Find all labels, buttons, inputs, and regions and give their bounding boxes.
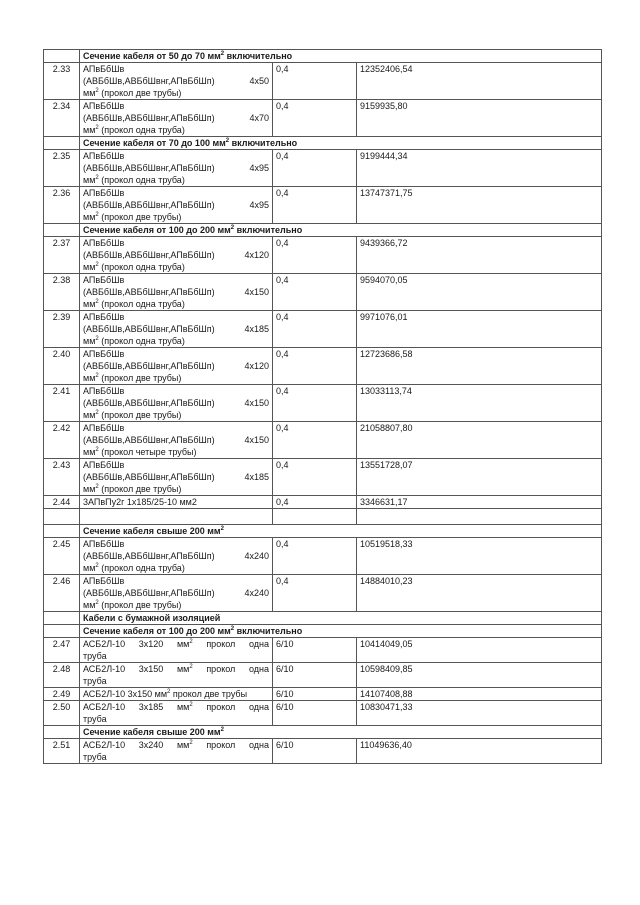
item-row bbox=[44, 739, 602, 764]
description-text: мм bbox=[83, 262, 96, 272]
description-line bbox=[83, 409, 269, 421]
voltage-class: 6/10 bbox=[273, 663, 357, 688]
description-line: АПвБбШв bbox=[83, 64, 125, 74]
section-header-row bbox=[44, 224, 602, 237]
item-row bbox=[44, 701, 602, 726]
description-text: (прокол две трубы) bbox=[98, 88, 182, 98]
price-value: 9594070,05 bbox=[357, 274, 602, 311]
description-line: АПвБбШв bbox=[83, 386, 125, 396]
description-superscript: 2 bbox=[95, 336, 99, 342]
item-row bbox=[44, 348, 602, 385]
description-token: прокол bbox=[206, 702, 236, 712]
item-row bbox=[44, 237, 602, 274]
cable-size: 4х150 bbox=[244, 398, 269, 408]
voltage-class: 6/10 bbox=[273, 701, 357, 726]
cable-description bbox=[80, 459, 273, 496]
item-number: 2.48 bbox=[44, 663, 80, 688]
item-number: 2.37 bbox=[44, 237, 80, 274]
section-title-superscript: 2 bbox=[220, 51, 225, 57]
description-line: труба bbox=[83, 714, 107, 724]
cable-size: 4х70 bbox=[249, 113, 269, 123]
description-line: АПвБбШв bbox=[83, 423, 125, 433]
section-title-superscript: 2 bbox=[225, 138, 230, 144]
item-number: 2.36 bbox=[44, 187, 80, 224]
empty-number-cell bbox=[44, 50, 80, 63]
cable-description bbox=[80, 385, 273, 422]
price-value: 9159935,80 bbox=[357, 100, 602, 137]
price-value: 10414049,05 bbox=[357, 638, 602, 663]
item-number: 2.39 bbox=[44, 311, 80, 348]
section-header-row bbox=[44, 612, 602, 625]
description-line bbox=[83, 286, 269, 298]
item-row bbox=[44, 663, 602, 688]
price-value: 10519518,33 bbox=[357, 538, 602, 575]
description-text: (АВБбШв,АВБбШвнг,АПвБбШп) bbox=[83, 200, 215, 210]
table-body bbox=[44, 50, 602, 764]
price-value: 14884010,23 bbox=[357, 575, 602, 612]
price-value: 12352406,54 bbox=[357, 63, 602, 100]
empty-number-cell bbox=[44, 224, 80, 237]
description-text: (АВБбШв,АВБбШвнг,АПвБбШп) bbox=[83, 113, 215, 123]
description-token: мм bbox=[176, 740, 190, 750]
description-token: АСБ2Л-10 bbox=[83, 702, 126, 712]
price-value: 10598409,85 bbox=[357, 663, 602, 688]
description-text: (АВБбШв,АВБбШвнг,АПвБбШп) bbox=[83, 472, 215, 482]
voltage-class: 0,4 bbox=[273, 237, 357, 274]
item-number: 2.51 bbox=[44, 739, 80, 764]
price-value: 14107408,88 bbox=[357, 688, 602, 701]
voltage-class: 0,4 bbox=[273, 575, 357, 612]
cable-description bbox=[80, 575, 273, 612]
description-token: мм bbox=[176, 664, 190, 674]
description-line bbox=[83, 587, 269, 599]
description-token: прокол bbox=[206, 740, 236, 750]
description-token: прокол bbox=[206, 639, 236, 649]
item-row bbox=[44, 187, 602, 224]
price-value: 13747371,75 bbox=[357, 187, 602, 224]
item-row bbox=[44, 311, 602, 348]
description-line bbox=[83, 446, 269, 458]
description-text: (прокол одна труба) bbox=[98, 563, 185, 573]
description-token: прокол bbox=[206, 664, 236, 674]
price-value: 9199444,34 bbox=[357, 150, 602, 187]
cable-size: 4х240 bbox=[244, 551, 269, 561]
price-value: 11049636,40 bbox=[357, 739, 602, 764]
description-unit bbox=[177, 701, 193, 713]
description-text: (прокол одна труба) bbox=[98, 262, 185, 272]
description-line bbox=[83, 550, 269, 562]
description-superscript: 2 bbox=[95, 125, 99, 131]
description-token: одна bbox=[248, 702, 269, 712]
description-token: АСБ2Л-10 bbox=[83, 740, 126, 750]
description-text: (АВБбШв,АВБбШвнг,АПвБбШп) bbox=[83, 398, 215, 408]
section-title-text: Сечение кабеля от 100 до 200 мм bbox=[83, 626, 231, 636]
price-value: 10830471,33 bbox=[357, 701, 602, 726]
section-header-row bbox=[44, 625, 602, 638]
item-number: 2.44 bbox=[44, 496, 80, 509]
price-value: 21058807,80 bbox=[357, 422, 602, 459]
section-title bbox=[80, 625, 602, 638]
description-text: мм bbox=[83, 484, 96, 494]
item-row bbox=[44, 63, 602, 100]
description-line: АПвБбШв bbox=[83, 349, 125, 359]
description-text: (прокол одна труба) bbox=[98, 336, 185, 346]
section-title bbox=[80, 525, 602, 538]
description-line bbox=[83, 471, 269, 483]
price-value: 12723686,58 bbox=[357, 348, 602, 385]
item-row bbox=[44, 150, 602, 187]
voltage-class: 0,4 bbox=[273, 538, 357, 575]
description-line: труба bbox=[83, 651, 107, 661]
cable-description bbox=[80, 63, 273, 100]
empty-number-cell bbox=[44, 612, 80, 625]
description-text: мм bbox=[83, 600, 96, 610]
item-number: 2.49 bbox=[44, 688, 80, 701]
voltage-class: 0,4 bbox=[273, 100, 357, 137]
item-row bbox=[44, 422, 602, 459]
section-title bbox=[80, 612, 602, 625]
description-text: (АВБбШв,АВБбШвнг,АПвБбШп) bbox=[83, 551, 215, 561]
description-line bbox=[83, 112, 269, 124]
item-row bbox=[44, 274, 602, 311]
description-text: прокол две трубы bbox=[170, 689, 248, 699]
empty-row bbox=[44, 509, 602, 525]
description-line: АПвБбШв bbox=[83, 188, 125, 198]
section-title-text: Сечение кабеля свыше 200 мм bbox=[83, 727, 221, 737]
description-line bbox=[83, 701, 269, 713]
description-line bbox=[83, 562, 269, 574]
description-superscript: 2 bbox=[95, 600, 99, 606]
cable-description bbox=[80, 348, 273, 385]
description-superscript: 2 bbox=[95, 299, 99, 305]
section-title-superscript: 2 bbox=[220, 727, 224, 733]
section-title-tail: включительно bbox=[229, 138, 298, 148]
description-token: одна bbox=[248, 740, 269, 750]
description-superscript: 2 bbox=[95, 175, 99, 181]
description-text: (АВБбШв,АВБбШвнг,АПвБбШп) bbox=[83, 76, 215, 86]
description-line: АПвБбШв bbox=[83, 275, 125, 285]
cable-description bbox=[80, 739, 273, 764]
description-text: мм bbox=[83, 212, 96, 222]
description-line bbox=[83, 211, 269, 223]
voltage-class: 0,4 bbox=[273, 385, 357, 422]
description-line bbox=[83, 688, 269, 700]
empty-cell bbox=[80, 509, 273, 525]
description-text: (АВБбШв,АВБбШвнг,АПвБбШп) bbox=[83, 324, 215, 334]
description-superscript: 2 bbox=[167, 689, 171, 695]
description-line: АПвБбШв bbox=[83, 576, 125, 586]
section-title-text: Сечение кабеля от 70 до 100 мм bbox=[83, 138, 226, 148]
section-title-superscript: 2 bbox=[220, 526, 224, 532]
description-token: 3х120 bbox=[138, 639, 164, 649]
cable-size: 4х240 bbox=[244, 588, 269, 598]
cable-description bbox=[80, 688, 273, 701]
description-superscript: 2 bbox=[95, 88, 99, 94]
description-text: (прокол четыре трубы) bbox=[98, 447, 197, 457]
section-title bbox=[80, 224, 602, 237]
price-value: 13551728,07 bbox=[357, 459, 602, 496]
cable-description bbox=[80, 150, 273, 187]
description-superscript: 2 bbox=[189, 740, 193, 746]
section-title-tail: включительно bbox=[224, 51, 293, 61]
description-line bbox=[83, 638, 269, 650]
description-superscript: 2 bbox=[95, 262, 99, 268]
description-line: 3АПвПу2г 1х185/25-10 мм2 bbox=[83, 497, 197, 507]
voltage-class: 6/10 bbox=[273, 739, 357, 764]
cable-size: 4х150 bbox=[244, 287, 269, 297]
empty-cell bbox=[357, 509, 602, 525]
cable-size: 4х95 bbox=[249, 163, 269, 173]
description-token: одна bbox=[248, 639, 269, 649]
description-text: мм bbox=[83, 125, 96, 135]
cable-size: 4х120 bbox=[244, 250, 269, 260]
description-line: АПвБбШв bbox=[83, 460, 125, 470]
description-token: 3х150 bbox=[138, 664, 164, 674]
section-title-superscript: 2 bbox=[230, 225, 235, 231]
description-token: 3х185 bbox=[138, 702, 164, 712]
voltage-class: 0,4 bbox=[273, 459, 357, 496]
description-text: (прокол одна труба) bbox=[98, 299, 185, 309]
section-title-tail: включительно bbox=[234, 626, 303, 636]
description-line: АПвБбШв bbox=[83, 101, 125, 111]
empty-number-cell bbox=[44, 726, 80, 739]
price-value: 9439366,72 bbox=[357, 237, 602, 274]
cable-size: 4х120 bbox=[244, 361, 269, 371]
section-title bbox=[80, 50, 602, 63]
description-text: (прокол две трубы) bbox=[98, 373, 182, 383]
description-superscript: 2 bbox=[95, 484, 99, 490]
empty-number-cell bbox=[44, 137, 80, 150]
description-superscript: 2 bbox=[189, 664, 193, 670]
description-line: труба bbox=[83, 752, 107, 762]
description-line bbox=[83, 261, 269, 273]
description-line bbox=[83, 739, 269, 751]
cable-description bbox=[80, 538, 273, 575]
description-text: (прокол две трубы) bbox=[98, 410, 182, 420]
voltage-class: 0,4 bbox=[273, 348, 357, 385]
description-superscript: 2 bbox=[189, 639, 193, 645]
price-value: 9971076,01 bbox=[357, 311, 602, 348]
description-token: мм bbox=[176, 702, 190, 712]
section-header-row bbox=[44, 525, 602, 538]
cable-description bbox=[80, 100, 273, 137]
cable-description bbox=[80, 422, 273, 459]
empty-cell bbox=[273, 509, 357, 525]
description-superscript: 2 bbox=[95, 373, 99, 379]
description-text: (АВБбШв,АВБбШвнг,АПвБбШп) bbox=[83, 287, 215, 297]
description-line bbox=[83, 360, 269, 372]
section-title-tail: включительно bbox=[234, 225, 303, 235]
item-number: 2.38 bbox=[44, 274, 80, 311]
item-row bbox=[44, 688, 602, 701]
voltage-class: 0,4 bbox=[273, 274, 357, 311]
section-title-text: Сечение кабеля от 50 до 70 мм bbox=[83, 51, 221, 61]
description-token: АСБ2Л-10 bbox=[83, 664, 126, 674]
description-unit bbox=[177, 663, 193, 675]
description-text: мм bbox=[83, 336, 96, 346]
item-number: 2.45 bbox=[44, 538, 80, 575]
description-text: (прокол одна труба) bbox=[98, 125, 185, 135]
item-number: 2.46 bbox=[44, 575, 80, 612]
item-row bbox=[44, 575, 602, 612]
description-superscript: 2 bbox=[95, 212, 99, 218]
cable-size: 4х95 bbox=[249, 200, 269, 210]
section-title-text: Сечение кабеля от 100 до 200 мм bbox=[83, 225, 231, 235]
description-line bbox=[83, 75, 269, 87]
description-line: АПвБбШв bbox=[83, 238, 125, 248]
description-text: (АВБбШв,АВБбШвнг,АПвБбШп) bbox=[83, 250, 215, 260]
description-text: мм bbox=[83, 410, 96, 420]
description-superscript: 2 bbox=[95, 447, 99, 453]
description-line bbox=[83, 599, 269, 611]
description-token: одна bbox=[248, 664, 269, 674]
description-superscript: 2 bbox=[95, 563, 99, 569]
description-text: (прокол одна труба) bbox=[98, 175, 185, 185]
item-row bbox=[44, 538, 602, 575]
voltage-class: 0,4 bbox=[273, 311, 357, 348]
cable-description bbox=[80, 274, 273, 311]
cable-size: 4х50 bbox=[249, 76, 269, 86]
item-row bbox=[44, 385, 602, 422]
description-line bbox=[83, 199, 269, 211]
item-number: 2.34 bbox=[44, 100, 80, 137]
item-number: 2.42 bbox=[44, 422, 80, 459]
price-value: 13033113,74 bbox=[357, 385, 602, 422]
description-text: (прокол две трубы) bbox=[98, 600, 182, 610]
description-line bbox=[83, 483, 269, 495]
section-title bbox=[80, 726, 602, 739]
item-row bbox=[44, 496, 602, 509]
cable-size: 4х185 bbox=[244, 472, 269, 482]
section-title-text: Кабели с бумажной изоляцией bbox=[83, 613, 221, 623]
description-line bbox=[83, 162, 269, 174]
voltage-class: 0,4 bbox=[273, 496, 357, 509]
description-text: мм bbox=[83, 563, 96, 573]
description-line bbox=[83, 372, 269, 384]
cable-description bbox=[80, 311, 273, 348]
description-unit bbox=[177, 739, 193, 751]
description-text: (прокол две трубы) bbox=[98, 484, 182, 494]
section-header-row bbox=[44, 137, 602, 150]
description-line: АПвБбШв bbox=[83, 312, 125, 322]
item-number: 2.40 bbox=[44, 348, 80, 385]
item-number: 2.43 bbox=[44, 459, 80, 496]
empty-number-cell bbox=[44, 525, 80, 538]
item-number: 2.33 bbox=[44, 63, 80, 100]
description-line bbox=[83, 124, 269, 136]
item-number: 2.47 bbox=[44, 638, 80, 663]
description-text: (АВБбШв,АВБбШвнг,АПвБбШп) bbox=[83, 588, 215, 598]
voltage-class: 0,4 bbox=[273, 150, 357, 187]
voltage-class: 0,4 bbox=[273, 63, 357, 100]
description-line bbox=[83, 335, 269, 347]
description-line bbox=[83, 397, 269, 409]
description-token: АСБ2Л-10 bbox=[83, 639, 126, 649]
description-text: (прокол две трубы) bbox=[98, 212, 182, 222]
description-line bbox=[83, 323, 269, 335]
description-text: мм bbox=[83, 175, 96, 185]
description-line bbox=[83, 87, 269, 99]
section-header-row bbox=[44, 726, 602, 739]
cable-size: 4х150 bbox=[244, 435, 269, 445]
price-value: 3346631,17 bbox=[357, 496, 602, 509]
description-text: мм bbox=[83, 373, 96, 383]
empty-cell bbox=[44, 509, 80, 525]
item-number: 2.35 bbox=[44, 150, 80, 187]
description-line: труба bbox=[83, 676, 107, 686]
description-line bbox=[83, 434, 269, 446]
cable-description bbox=[80, 701, 273, 726]
item-number: 2.41 bbox=[44, 385, 80, 422]
empty-number-cell bbox=[44, 625, 80, 638]
description-superscript: 2 bbox=[189, 702, 193, 708]
description-text: мм bbox=[83, 299, 96, 309]
section-header-row bbox=[44, 50, 602, 63]
description-line bbox=[83, 249, 269, 261]
cable-description bbox=[80, 663, 273, 688]
cable-description bbox=[80, 638, 273, 663]
voltage-class: 0,4 bbox=[273, 422, 357, 459]
description-text: (АВБбШв,АВБбШвнг,АПвБбШп) bbox=[83, 163, 215, 173]
section-title-superscript: 2 bbox=[230, 626, 235, 632]
cable-description bbox=[80, 496, 273, 509]
cable-description bbox=[80, 187, 273, 224]
item-number: 2.50 bbox=[44, 701, 80, 726]
description-line: АПвБбШв bbox=[83, 539, 125, 549]
cable-price-table bbox=[43, 49, 602, 764]
description-line: АПвБбШв bbox=[83, 151, 125, 161]
item-row bbox=[44, 100, 602, 137]
voltage-class: 6/10 bbox=[273, 688, 357, 701]
item-row bbox=[44, 638, 602, 663]
section-title bbox=[80, 137, 602, 150]
description-line bbox=[83, 298, 269, 310]
item-row bbox=[44, 459, 602, 496]
description-superscript: 2 bbox=[95, 410, 99, 416]
description-text: (АВБбШв,АВБбШвнг,АПвБбШп) bbox=[83, 435, 215, 445]
cable-description bbox=[80, 237, 273, 274]
section-title-text: Сечение кабеля свыше 200 мм bbox=[83, 526, 221, 536]
description-token: 3х240 bbox=[138, 740, 164, 750]
cable-size: 4х185 bbox=[244, 324, 269, 334]
description-line bbox=[83, 174, 269, 186]
description-text: мм bbox=[83, 88, 96, 98]
voltage-class: 6/10 bbox=[273, 638, 357, 663]
description-unit bbox=[177, 638, 193, 650]
description-line bbox=[83, 663, 269, 675]
description-token: мм bbox=[176, 639, 190, 649]
description-text: АСБ2Л-10 3х150 мм bbox=[83, 689, 168, 699]
description-text: (АВБбШв,АВБбШвнг,АПвБбШп) bbox=[83, 361, 215, 371]
description-text: мм bbox=[83, 447, 96, 457]
voltage-class: 0,4 bbox=[273, 187, 357, 224]
